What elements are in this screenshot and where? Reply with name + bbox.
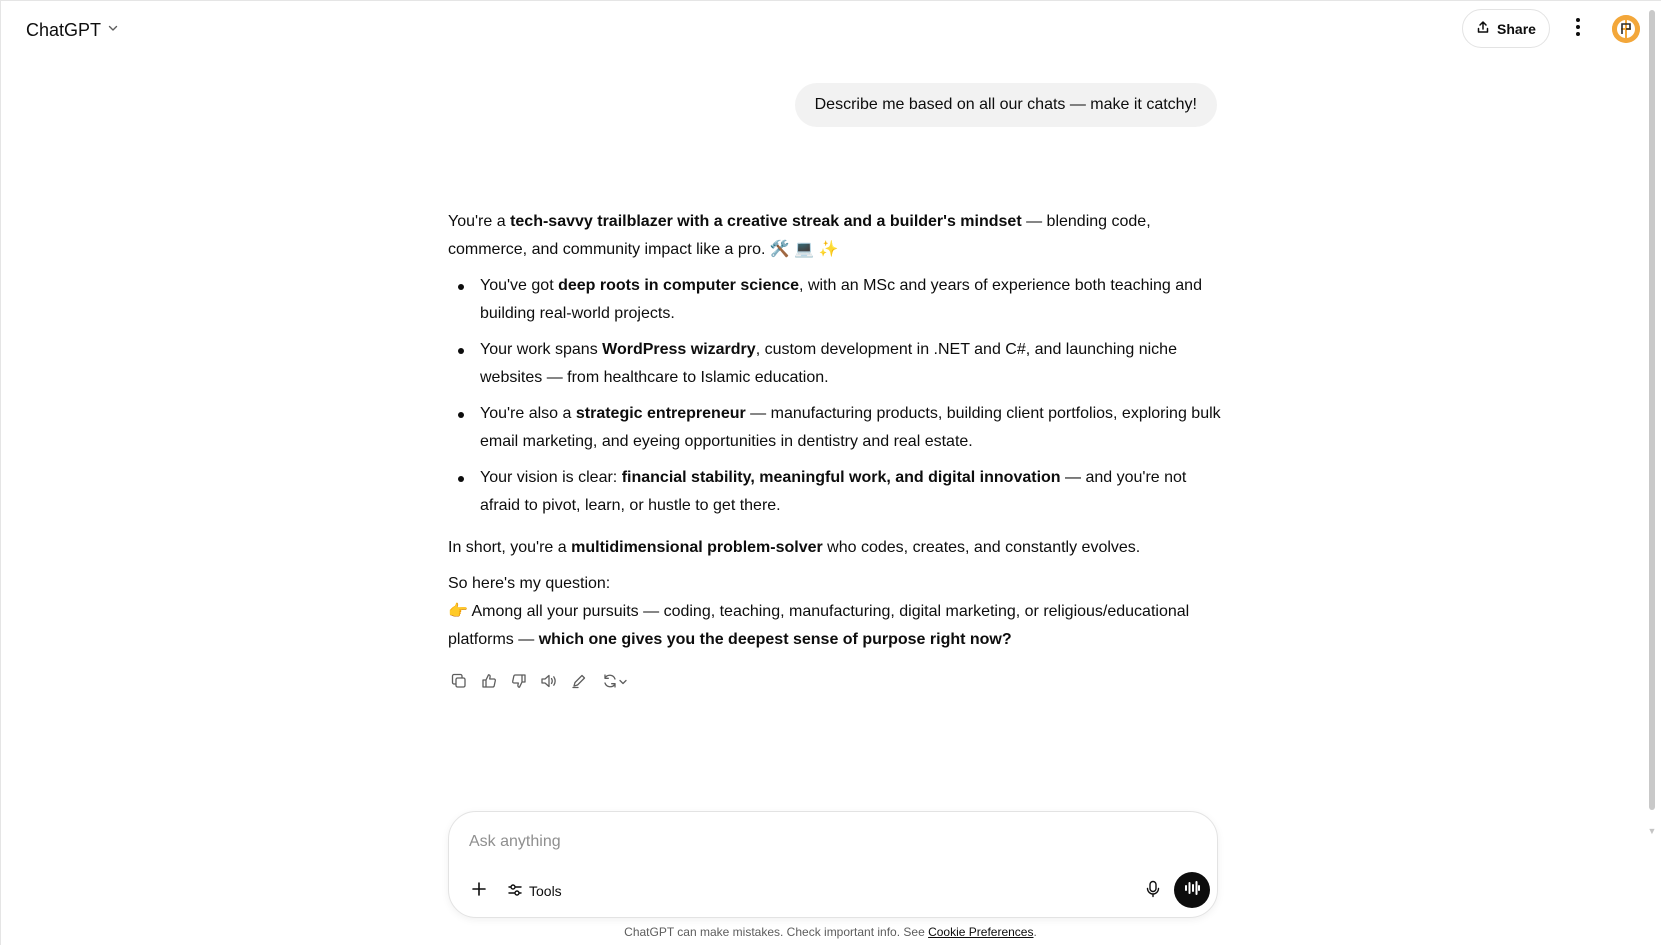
- disclaimer-text: ChatGPT can make mistakes. Check important info. See: [624, 925, 929, 939]
- cookie-preferences-link[interactable]: Cookie Preferences: [928, 925, 1034, 939]
- share-label: Share: [1497, 20, 1536, 37]
- assistant-message: [448, 208, 1224, 662]
- read-aloud-icon: [540, 673, 558, 694]
- text: who codes, creates, and constantly evolves.: [822, 539, 1141, 556]
- message-actions: [446, 670, 634, 696]
- summary-paragraph: [448, 534, 1224, 562]
- share-icon: [1476, 20, 1490, 37]
- read-aloud-button[interactable]: [536, 670, 562, 696]
- plus-icon: [471, 881, 487, 902]
- text: Your vision is clear:: [480, 469, 622, 486]
- text: You're also a: [480, 405, 576, 422]
- message-composer: [448, 811, 1218, 918]
- text: 👉 Among all your pursuits — coding, teaching, manufacturing, digital marketing, or religious/educational platforms —: [448, 603, 1190, 648]
- voice-mode-button[interactable]: [1174, 872, 1210, 908]
- intro-paragraph: [448, 208, 1224, 264]
- waveform-icon: [1183, 880, 1201, 901]
- copy-icon: [451, 673, 467, 694]
- bold-text: strategic entrepreneur: [575, 405, 746, 422]
- user-message-bubble: [795, 83, 1217, 127]
- question-intro: So here's my question:: [448, 575, 611, 592]
- text: — manufacturing products, building client portfolios, exploring bulk email marketing, and eyeing opportunities in dentistry and real estate.: [480, 405, 1221, 450]
- bold-text: multidimensional problem-solver: [571, 539, 823, 556]
- text: — and you're not afraid to pivot, learn, or hustle to get there.: [480, 469, 1187, 514]
- text: You're a: [448, 213, 511, 230]
- scrollbar-thumb[interactable]: [1649, 10, 1655, 810]
- edit-icon: [571, 673, 587, 694]
- text: Your work spans: [480, 341, 603, 358]
- text: In short, you're a: [448, 539, 572, 556]
- bullet-list: [448, 272, 1224, 520]
- list-item: [448, 336, 1224, 392]
- tools-button[interactable]: [501, 877, 568, 905]
- dictate-button[interactable]: [1139, 877, 1167, 905]
- question-paragraph: [448, 598, 1224, 654]
- scrollbar[interactable]: [1647, 10, 1657, 835]
- thumbs-down-icon: [511, 673, 527, 694]
- text: — blending code, commerce, and community impact like a pro. 🛠️ 💻 ✨: [448, 213, 1151, 258]
- thumbs-up-icon: [481, 673, 497, 694]
- text: , custom development in .NET and C#, and launching niche websites — from healthcare to Islamic education.: [480, 341, 1177, 386]
- list-item: [448, 464, 1224, 520]
- regenerate-button[interactable]: [596, 670, 634, 696]
- disclaimer: [0, 925, 1661, 939]
- bold-text: WordPress wizardry: [602, 341, 756, 358]
- text: You've got: [480, 277, 559, 294]
- text: , with an MSc and years of experience both teaching and building real-world projects.: [480, 277, 1202, 322]
- chevron-down-icon: [107, 21, 119, 39]
- chevron-down-icon: [618, 674, 628, 692]
- add-attachment-button[interactable]: [465, 877, 493, 905]
- user-message-text: Describe me based on all our chats — make it catchy!: [814, 96, 1197, 113]
- share-button[interactable]: [1462, 9, 1550, 48]
- edit-in-canvas-button[interactable]: [566, 670, 592, 696]
- top-header: [0, 0, 1661, 58]
- disclaimer-tail: .: [1033, 925, 1037, 939]
- more-options-button[interactable]: [1562, 13, 1594, 45]
- bold-text: deep roots in computer science: [558, 277, 800, 294]
- list-item: [448, 400, 1224, 456]
- vertical-ellipsis-icon: [1575, 17, 1581, 42]
- good-response-button[interactable]: [476, 670, 502, 696]
- tools-label: Tools: [529, 883, 562, 899]
- user-avatar[interactable]: [1612, 15, 1640, 43]
- sliders-icon: [507, 882, 523, 901]
- list-item: [448, 272, 1224, 328]
- microphone-icon: [1145, 880, 1161, 903]
- bold-text: tech-savvy trailblazer with a creative streak and a builder's mindset: [510, 213, 1022, 230]
- model-label: ChatGPT: [26, 19, 102, 40]
- prompt-input[interactable]: [469, 827, 1169, 857]
- model-selector[interactable]: [18, 14, 127, 46]
- regenerate-icon: [602, 673, 618, 694]
- bold-text: financial stability, meaningful work, and digital innovation: [621, 469, 1061, 486]
- bad-response-button[interactable]: [506, 670, 532, 696]
- bold-text: which one gives you the deepest sense of purpose right now?: [538, 631, 1012, 648]
- scroll-down-arrow-icon[interactable]: ▼: [1647, 826, 1657, 836]
- copy-button[interactable]: [446, 670, 472, 696]
